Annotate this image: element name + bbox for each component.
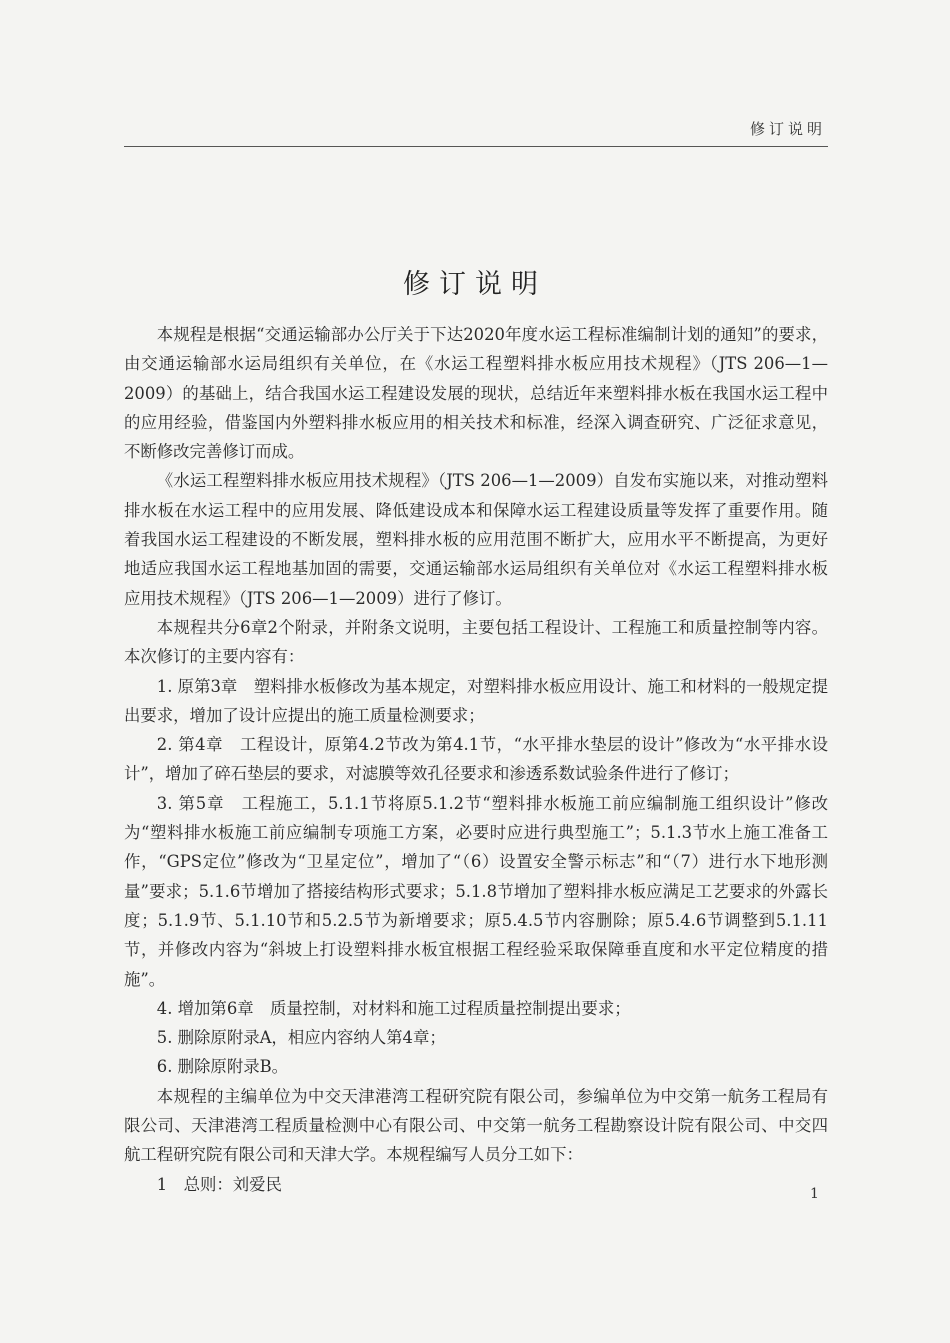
paragraph-scope: 本规程共分6章2个附录，并附条文说明，主要包括工程设计、工程施工和质量控制等内容。本次修订的主要内容有：: [124, 617, 828, 667]
list-item-revision-1: 1. 原第3章 塑料排水板修改为基本规定，对塑料排水板应用设计、施工和材料的一般规定提出要求，增加了设计应提出的施工质量检测要求；: [124, 676, 828, 725]
list-item-revision-3: 3. 第5章 工程施工，5.1.1节将原5.1.2节“塑料排水板施工前应编制施工组织设计”修改为“塑料排水板施工前应编制专项施工方案，必要时应进行典型施工”；5.1.3节水上施工准备工作，“GPS定位”修改为“卫星定位”，增加了“（6）设置安全警示标志”和“（7）进行水下地形测量”要求；5.1.6节增加了搭接结构形式要求；5.1.8节增加了塑料排水板应满足工艺要求的外露长度；5.1.9节、5.1.10节和5.2.5节为新增要求；原5.4.5节内容删除；原5.4.6节调整到5.1.11节，并修改内容为“斜坡上打设塑料排水板宜根据工程经验采取保障垂直度和水平定位精度的措施”。: [124, 793, 828, 989]
running-header-title: 修订说明: [749, 120, 826, 138]
list-item-revision-2: 2. 第4章 工程设计，原第4.2节改为第4.1节，“水平排水垫层的设计”修改为“水平排水设计”，增加了碎石垫层的要求，对滤膜等效孔径要求和渗透系数试验条件进行了修订；: [124, 735, 828, 784]
list-item-revision-5: 5. 删除原附录A，相应内容纳人第4章；: [156, 1028, 446, 1048]
list-item-revision-6: 6. 删除原附录B。: [156, 1057, 289, 1077]
list-item-revision-4: 4. 增加第6章 质量控制，对材料和施工过程质量控制提出要求；: [156, 998, 631, 1018]
paragraph-intro: 本规程是根据“交通运输部办公厅关于下达2020年度水运工程标准编制计划的通知”的要求，由交通运输部水运局组织有关单位，在《水运工程塑料排水板应用技术规程》（JTS 206—1—2009）的基础上，结合我国水运工程建设发展的现状，总结近年来塑料排水板在我国水运工程中的应用经验，借鉴国内外塑料排水板应用的相关技术和标准，经深入调查研究、广泛征求意见，不断修改完善修订而成。: [124, 325, 828, 462]
page-number: 1: [810, 1186, 819, 1202]
body-text: [124, 320, 828, 1199]
running-header: [124, 118, 828, 147]
paragraph-background: 《水运工程塑料排水板应用技术规程》（JTS 206—1—2009）自发布实施以来，对推动塑料排水板在水运工程中的应用发展、降低建设成本和保障水运工程建设质量等发挥了重要作用。随着我国水运工程建设的不断发展，塑料排水板的应用范围不断扩大，应用水平不断提高，为更好地适应我国水运工程地基加固的需要，交通运输部水运局组织有关单位对《水运工程塑料排水板应用技术规程》（JTS 206—1—2009）进行了修订。: [124, 471, 828, 608]
page-title: 修订说明: [403, 269, 547, 300]
paragraph-organizations: 本规程的主编单位为中交天津港湾工程研究院有限公司，参编单位为中交第一航务工程局有限公司、天津港湾工程质量检测中心有限公司、中交第一航务工程勘察设计院有限公司、中交四航工程研究院有限公司和天津大学。本规程编写人员分工如下：: [124, 1086, 828, 1165]
paragraph-author-assignment: 1 总则：刘爱民: [156, 1174, 282, 1194]
